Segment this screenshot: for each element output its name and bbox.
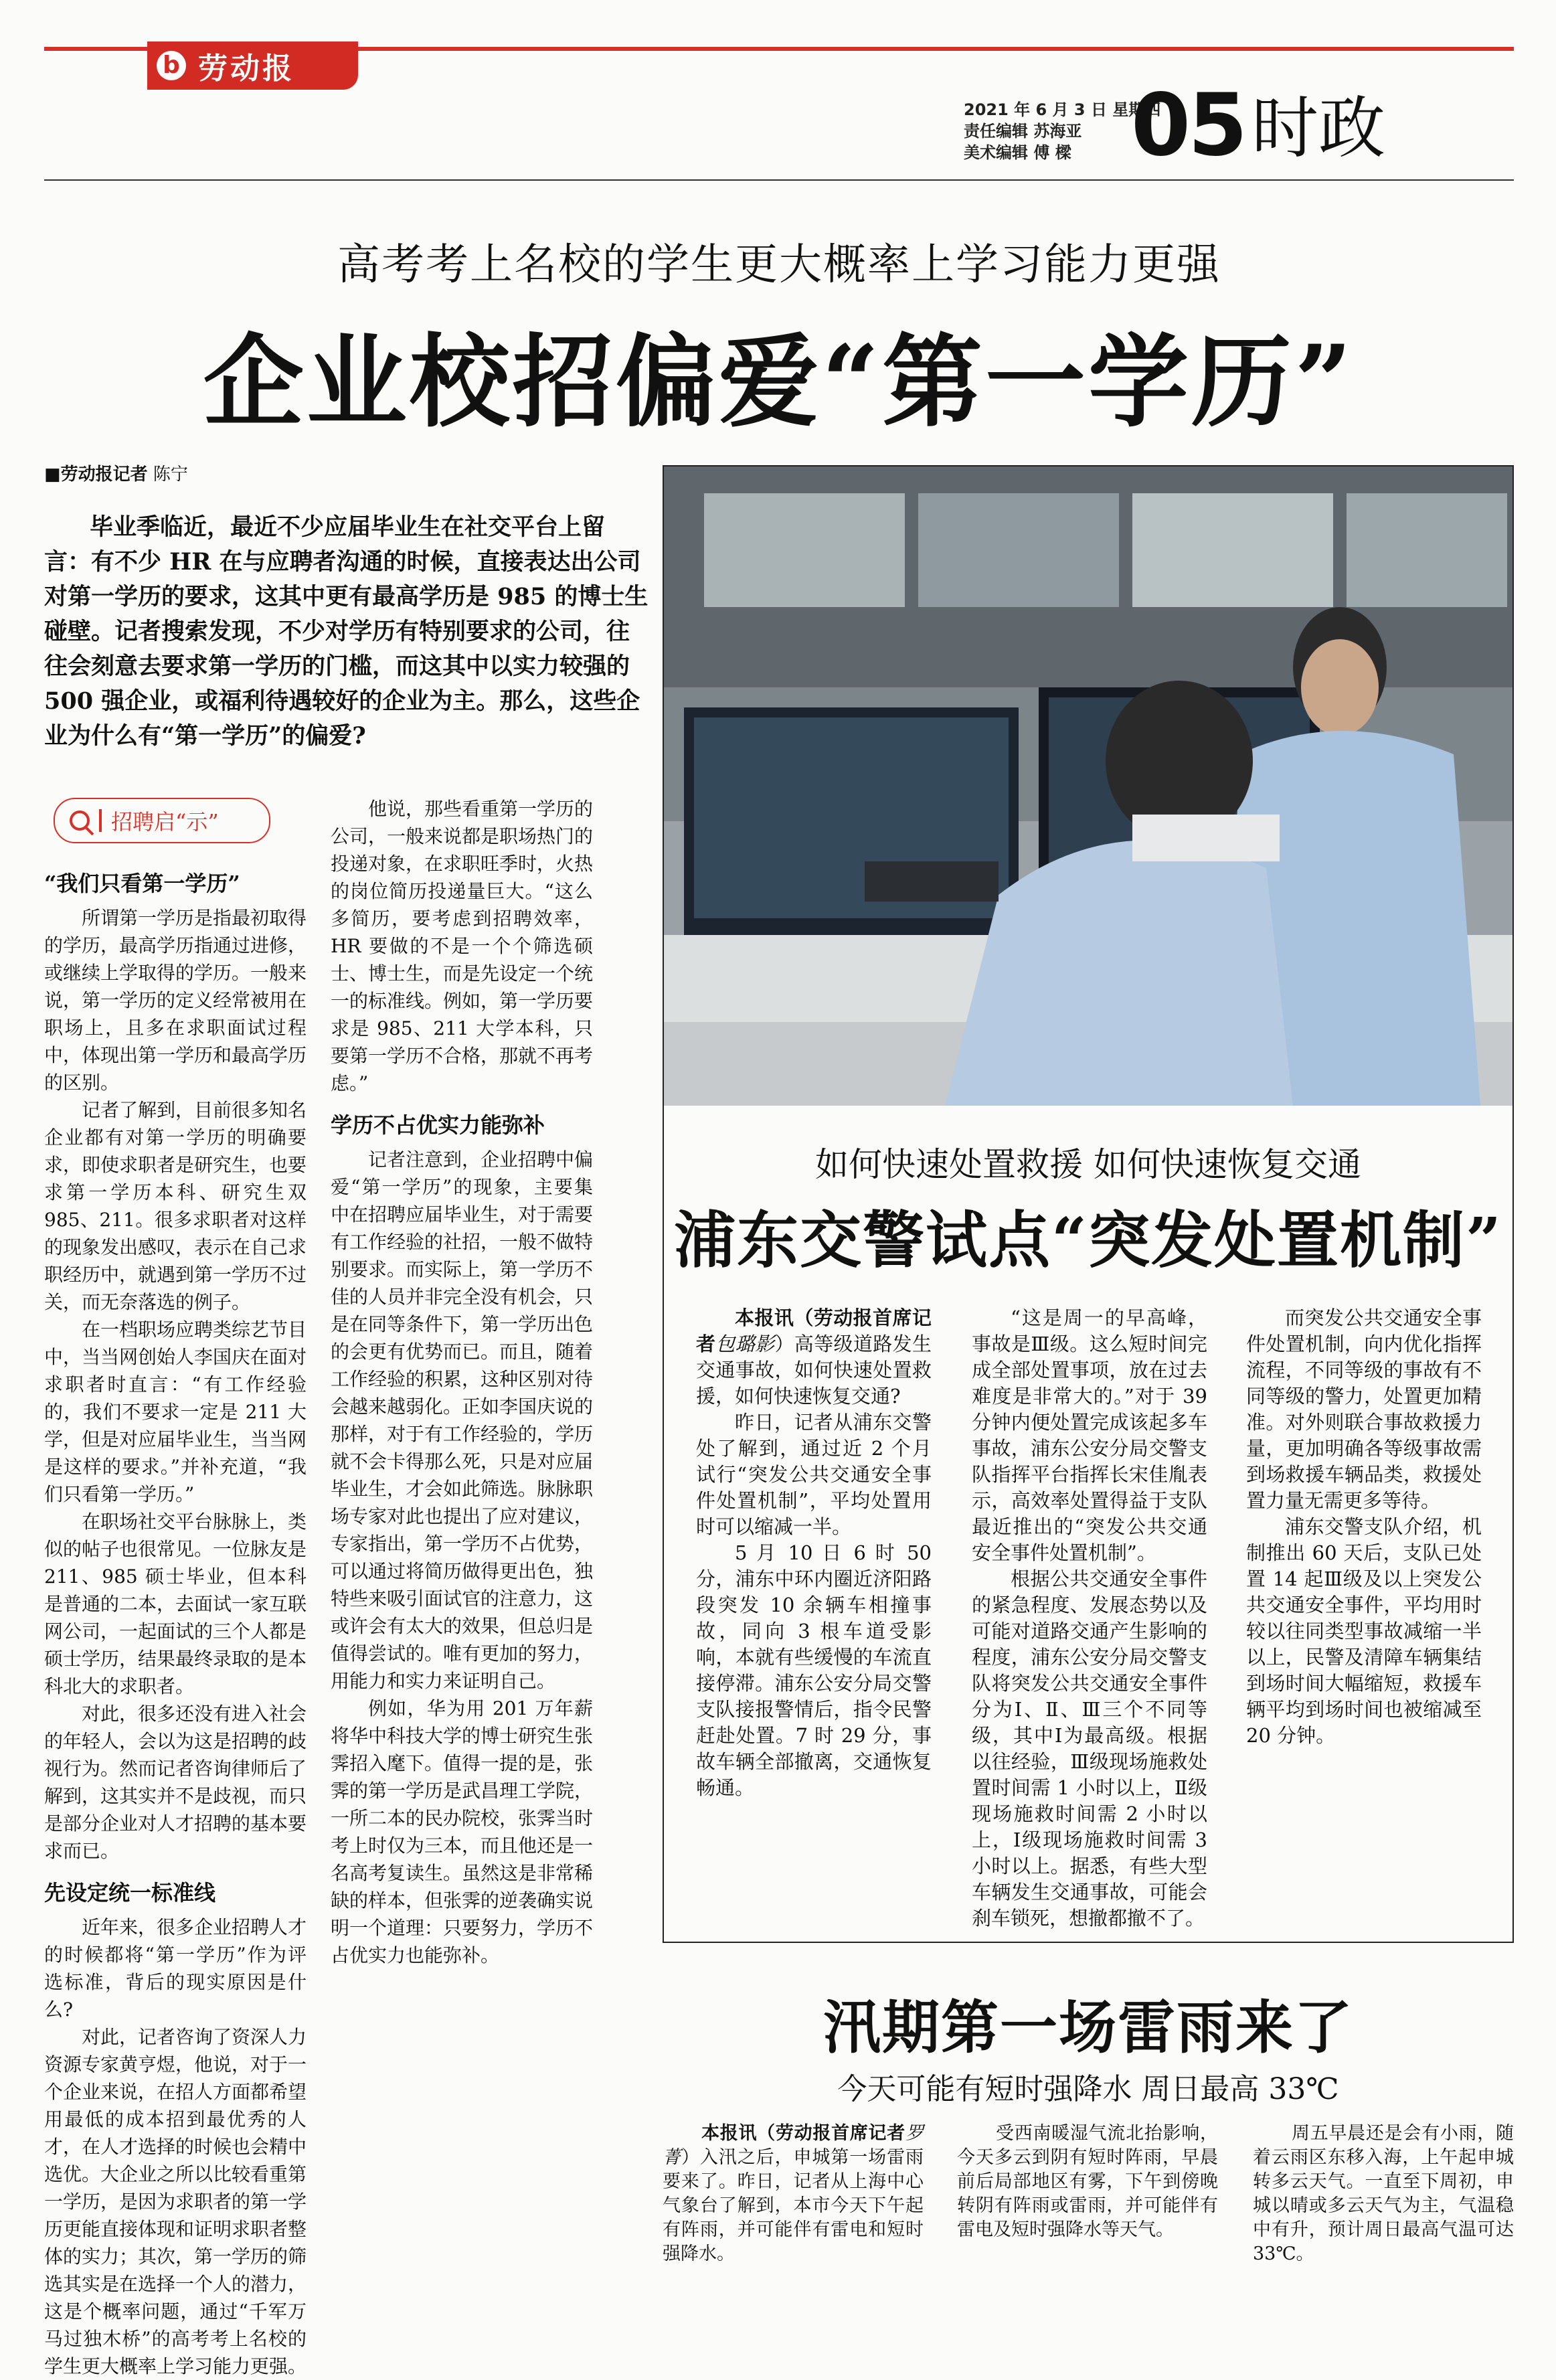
story1-subhead-3: 学历不占优实力能弥补 xyxy=(331,1112,545,1138)
story3-column-2 xyxy=(957,2122,1218,2242)
paragraph: 记者了解到，目前很多知名企业都有对第一学历的明确要求，即使求职者是研究生，也要求第一学历本科、研究生双 985、211。很多求职者对这样的现象发出感叹，表示在自己求职经历中，就遇到第一学历不过关，而无奈落选的例子。 xyxy=(44,1099,307,1313)
paragraph: 近年来，很多企业招聘人才的时候都将“第一学历”作为评选标准，背后的现实原因是什么? xyxy=(44,1916,307,2021)
dateline-label: 本报讯（劳动报首席记者 xyxy=(701,2123,905,2144)
paragraph: 例如，华为用 201 万年薪将华中科技大学的博士研究生张霁招入麾下。值得一提的是，张霁的第一学历是武昌理工学院，一所二本的民办院校，张霁当时考上时仅为三本，而且他还是一名高考复读生。虽然这是非常稀缺的样本，但张霁的逆袭确实说明一个道理：只要努力，学历不占优实力也能弥补。 xyxy=(331,1697,594,1966)
paragraph: “这是周一的早高峰，事故是Ⅲ级。这么短时间完成全部处置事项，放在过去难度是非常大的。”对于 39 分钟内便处置完成该起多车事故，浦东公安分局交警支队指挥平台指挥长宋佳胤表示，高效率处置得益于支队最近推出的“突发公共交通安全事件处置机制”。 xyxy=(972,1306,1207,1564)
paragraph: 在职场社交平台脉脉上，类似的帖子也很常见。一位脉友是 211、985 硕士毕业，但本科是普通的二本，去面试一家互联网公司，一起面试的三个人都是硕士学历，结果最终录取的是本科北大的求职者。 xyxy=(44,1511,307,1697)
byline-label: ■劳动报记者 xyxy=(44,464,148,485)
photo-illustration xyxy=(664,466,1512,1106)
story1-column-2 xyxy=(331,795,593,1969)
paper-name: 劳动报 xyxy=(198,52,294,86)
paragraph: 昨日，记者从浦东交警处了解到，通过近 2 个月试行“突发公共交通安全事件处置机制”，平均处置用时可以缩减一半。 xyxy=(696,1411,932,1538)
story1-subhead-2: 先设定统一标准线 xyxy=(44,1880,216,1905)
page-number: 05 xyxy=(1131,76,1245,175)
paragraph: 周五早晨还是会有小雨，随着云雨区东移入海，上午起申城转多云天气。一直至下周初，申城以晴或多云天气为主，气温稳中有升，预计周日最高气温可达 33℃。 xyxy=(1253,2123,1514,2264)
column-tag xyxy=(54,798,270,843)
story1-subhead-1: “我们只看第一学历” xyxy=(44,871,240,896)
tag-divider xyxy=(99,809,102,832)
story1-lead: 毕业季临近，最近不少应届毕业生在社交平台上留言：有不少 HR 在与应聘者沟通的时候，直接表达出公司对第一学历的要求，这其中更有最高学历是 985 的博士生碰壁。记者搜索发现，不少对学历有特别要求的公司，往往会刻意去要求第一学历的门槛，而这其中以实力较强的 500 强企业，或福利待遇较好的企业为主。那么，这些企业为什么有“第一学历”的偏爱? xyxy=(44,513,649,750)
paragraph: 5 月 10 日 6 时 50 分，浦东中环内圈近济阳路段突发 10 余辆车相撞事故，同向 3 根车道受影响，本就有些缓慢的车流直接停滞。浦东公安分局交警支队接报警情后，指令民警赶赴处置。7 时 29 分，事故车辆全部撤离，交通恢复畅通。 xyxy=(696,1541,932,1799)
paragraph: 在一档职场应聘类综艺节目中，当当网创始人李国庆在面对求职者时直言：“有工作经验的，我们不要求一定是 211 大学，但是对应届毕业生，当当网是这样的要求。”并补充道，“我们只看第一学历。” xyxy=(44,1319,307,1505)
search-icon xyxy=(70,811,90,831)
story2-subhead: 如何快速处置救援 如何快速恢复交通 xyxy=(815,1145,1361,1184)
editor-credit: 责任编辑 苏海亚 xyxy=(964,122,1082,141)
paragraph: 受西南暖湿气流北抬影响，今天多云到阴有短时阵雨，早晨前后局部地区有雾，下午到傍晚转阴有阵雨或雷雨，并可能伴有雷电及短时强降水等天气。 xyxy=(957,2123,1218,2240)
paragraph: 对此，记者咨询了资深人力资源专家黄亨煜，他说，对于一个企业来说，在招人方面都希望用最低的成本招到最优秀的人才，在人才选择的时候也会精中选优。大企业之所以比较看重第一学历，是因为求职者的第一学历更能直接体现和证明求职者整体的实力；其次，第一学历的筛选其实是在选择一个人的潜力，这是个概率问题，通过“千军万马过独木桥”的高考考上名校的学生更大概率上学习能力更强。 xyxy=(44,2026,307,2377)
paragraph xyxy=(663,2122,924,2266)
story3-headline: 汛期第一场雷雨来了 xyxy=(823,1994,1353,2061)
logo-icon: b xyxy=(157,51,186,80)
paragraph: 所谓第一学历是指最初取得的学历，最高学历指通过进修，或继续上学取得的学历。一般来说，第一学历的定义经常被用在职场上，且多在求职面试过程中，体现出第一学历和最高学历的区别。 xyxy=(44,907,307,1094)
paragraph: 浦东交警支队介绍，机制推出 60 天后，支队已处置 14 起Ⅲ级及以上突发公共交通安全事件，平均用时较以往同类型事故减缩一半以上，民警及清障车辆集结到场时间大幅缩短，救援车辆平均到场时间也被缩减至 20 分钟。 xyxy=(1246,1515,1482,1747)
paragraph: 他说，那些看重第一学历的公司，一般来说都是职场热门的投递对象，在求职旺季时，火热的岗位简历投递量巨大。“这么多简历，要考虑到招聘效率，HR 要做的不是一个个筛选硕士、博士生，而是先设定一个统一的标准线。例如，第一学历要求是 985、211 大学本科，只要第一学历不合格，那就不再考虑。” xyxy=(331,798,594,1094)
dateline-reporter: 包璐影 xyxy=(715,1333,775,1355)
dateline-label: 本报讯（劳动报首席记者 xyxy=(696,1306,932,1355)
dateline-reporter: 罗菁 xyxy=(663,2123,924,2168)
story2-column-1 xyxy=(696,1305,932,1801)
dateline-close: ） xyxy=(774,1333,794,1355)
paragraph: 对此，很多还没有进入社会的年轻人，会以为这是招聘的歧视行为。然而记者咨询律师后了解到，这其实并不是歧视，而只是部分企业对人才招聘的基本要求而已。 xyxy=(44,1703,307,1862)
story3-column-1 xyxy=(663,2122,924,2266)
header-divider xyxy=(44,179,1514,181)
paragraph xyxy=(696,1305,932,1410)
story3-subhead: 今天可能有短时强降水 周日最高 33℃ xyxy=(837,2072,1339,2106)
byline-name: 陈宁 xyxy=(153,464,188,485)
paragraph: 根据公共交通安全事件的紧急程度、发展态势以及可能对道路交通产生影响的程度，浦东公安分局交警支队将突发公共交通安全事件分为Ⅰ、Ⅱ、Ⅲ三个不同等级，其中Ⅰ为最高级。根据以往经验，Ⅲ级现场施救处置时间需 1 小时以上，Ⅱ级现场施救时间需 2 小时以上，Ⅰ级现场施救时间需 3 小时以上。据悉，有些大型车辆发生交通事故，可能会刹车锁死，想撤都撤不了。 xyxy=(972,1567,1207,1930)
story3-column-3 xyxy=(1253,2122,1514,2266)
art-editor-credit: 美术编辑 傅 樑 xyxy=(964,143,1071,162)
story2-column-3 xyxy=(1246,1305,1482,1749)
section-name: 时政 xyxy=(1251,89,1385,167)
story1-subhead: 高考考上名校的学生更大概率上学习能力更强 xyxy=(337,240,1221,290)
paragraph-text: 入汛之后，申城第一场雷雨要来了。昨日，记者从上海中心气象台了解到，本市今天下午起有阵雨，并可能伴有雷电和短时强降水。 xyxy=(663,2147,924,2264)
dateline-close: ） xyxy=(681,2147,700,2168)
newspaper-logo xyxy=(147,41,358,90)
paragraph: 记者注意到，企业招聘中偏爱“第一学历”的现象，主要集中在招聘应届毕业生，对于需要有工作经验的社招，一般不做特别要求。而实际上，第一学历不佳的人员并非完全没有机会，只是在同等条件下，第一学历出色的会更有优势而已。而且，随着工作经验的积累，这种区别对待会越来越弱化。正如李国庆说的那样，对于有工作经验的，学历就不会卡得那么死，只是对应届毕业生，才会如此筛选。脉脉职场专家对此也提出了应对建议，专家指出，第一学历不占优势，可以通过将简历做得更出色，独特些来吸引面试官的注意力，这或许会有太大的效果，但总归是值得尝试的。唯有更加的努力，用能力和实力来证明自己。 xyxy=(331,1149,594,1692)
issue-date: 2021 年 6 月 3 日 星期四 xyxy=(964,100,1161,119)
story2-column-2 xyxy=(972,1305,1207,1932)
paragraph-text: 高等级道路发生交通事故，如何快速处置救援，如何快速恢复交通? xyxy=(696,1333,932,1408)
story1-headline: 企业校招偏爱“第一学历” xyxy=(203,323,1355,441)
story1-column-1 xyxy=(44,870,307,2380)
story1-byline xyxy=(44,460,188,485)
tag-label: 招聘启“示” xyxy=(111,809,219,835)
traffic-command-center-photo xyxy=(664,466,1512,1106)
story2-headline: 浦东交警试点“突发处置机制” xyxy=(674,1204,1502,1276)
paragraph: 而突发公共交通安全事件处置机制，向内优化指挥流程，不同等级的事故有不同等级的警力，处置更加精准。对外则联合事故救援力量，更加明确各等级事故需到场救援车辆品类，救援处置力量无需更多等待。 xyxy=(1246,1306,1482,1512)
